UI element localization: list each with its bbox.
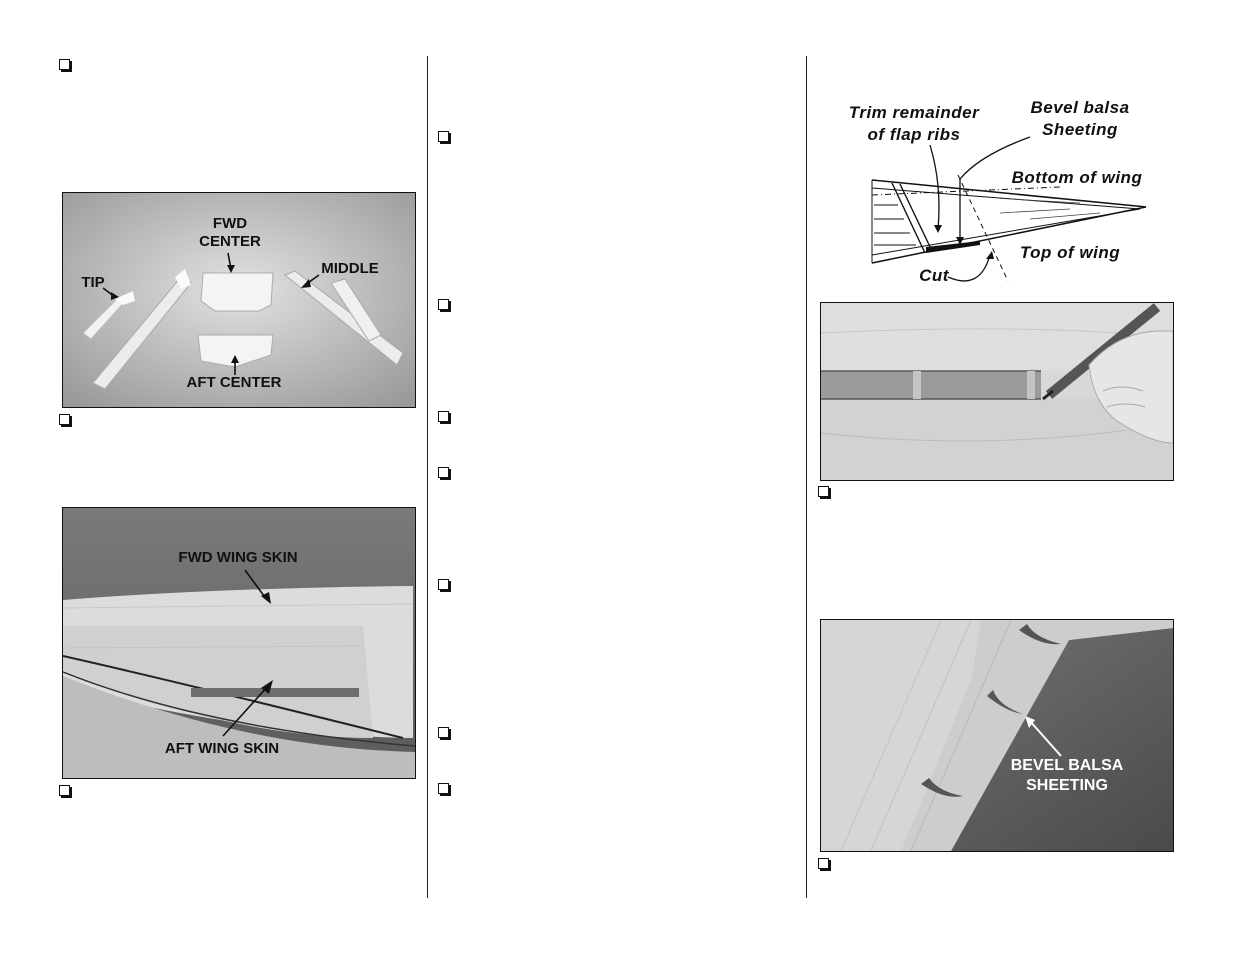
label-top-of-wing: Top of wing	[1019, 243, 1121, 262]
label-sheeting: Sheeting	[1042, 120, 1118, 139]
step-checkbox[interactable]	[438, 727, 449, 738]
step-checkbox[interactable]	[438, 783, 449, 794]
label-cut: Cut	[919, 266, 949, 285]
label-of-flap-ribs: of flap ribs	[867, 125, 961, 144]
wing-section-diagram	[830, 95, 1160, 295]
label-middle: MIDDLE	[321, 260, 379, 277]
label-bottom-of-wing: Bottom of wing	[1011, 168, 1143, 187]
step-checkbox[interactable]	[818, 486, 829, 497]
label-aft-center: AFT CENTER	[186, 374, 282, 391]
step-checkbox[interactable]	[59, 59, 70, 70]
wing-parts-photo	[62, 192, 416, 408]
wing-skins-photo	[62, 507, 416, 779]
column-divider-left	[427, 56, 428, 898]
step-checkbox[interactable]	[438, 299, 449, 310]
step-checkbox[interactable]	[59, 785, 70, 796]
label-fwd-center-2: CENTER	[199, 233, 261, 250]
trimming-photo	[820, 302, 1174, 481]
label-trim-remainder: Trim remainder	[848, 103, 980, 122]
label-fwd-wing-skin: FWD WING SKIN	[178, 549, 298, 566]
label-bevel-balsa: Bevel balsa	[1030, 98, 1130, 117]
label-aft-wing-skin: AFT WING SKIN	[164, 740, 280, 757]
label-fwd-center-1: FWD	[212, 215, 248, 232]
column-divider-right	[806, 56, 807, 898]
bevel-sheeting-photo	[820, 619, 1174, 852]
step-checkbox[interactable]	[438, 467, 449, 478]
step-checkbox[interactable]	[438, 411, 449, 422]
label-sheeting: SHEETING	[1026, 777, 1108, 794]
step-checkbox[interactable]	[818, 858, 829, 869]
label-bevel-balsa: BEVEL BALSA	[1010, 757, 1124, 774]
step-checkbox[interactable]	[438, 131, 449, 142]
step-checkbox[interactable]	[59, 414, 70, 425]
label-tip: TIP	[81, 274, 105, 291]
step-checkbox[interactable]	[438, 579, 449, 590]
